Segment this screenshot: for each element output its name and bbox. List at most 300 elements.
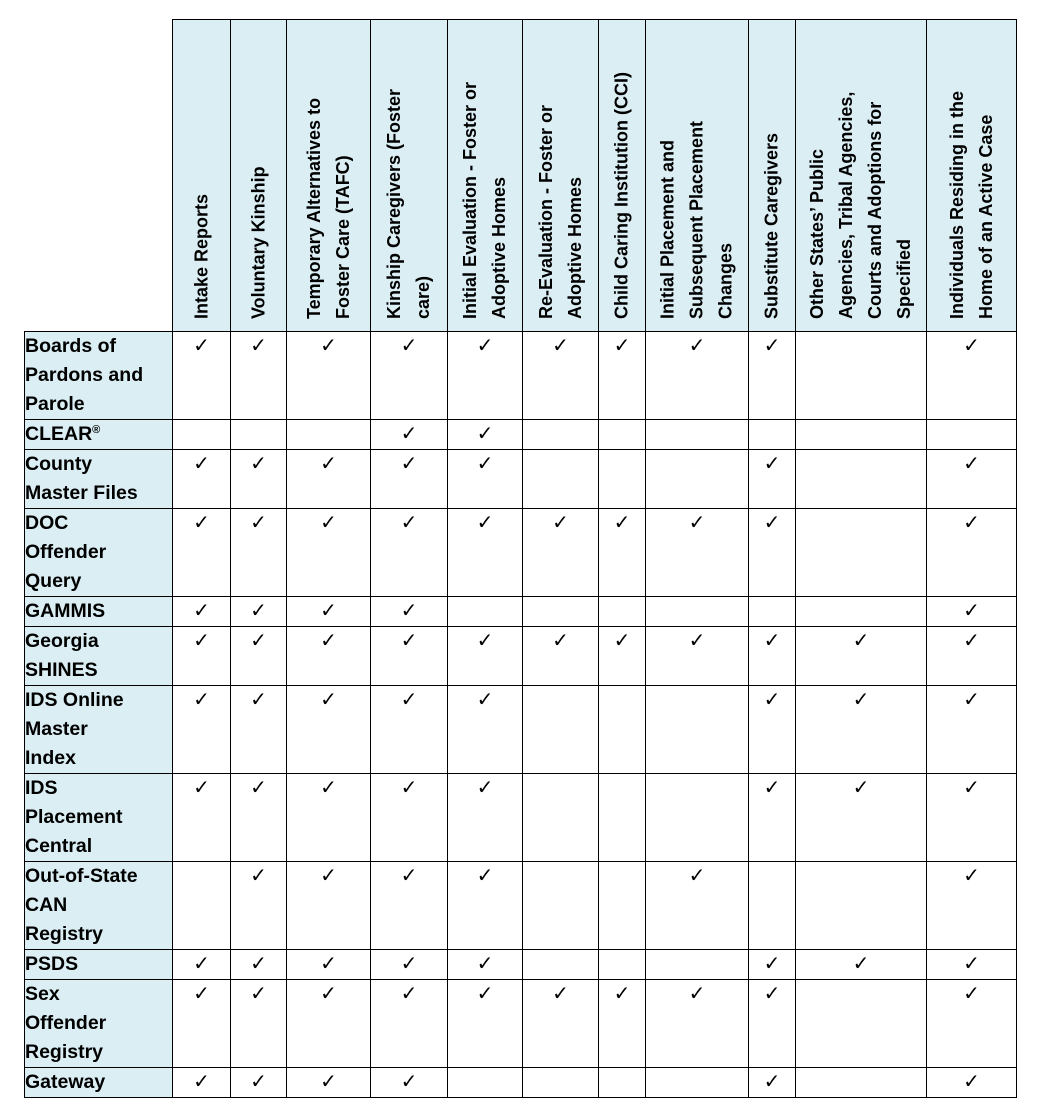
table-cell [523, 686, 599, 774]
table-cell [371, 420, 448, 450]
column-header-label [532, 105, 590, 319]
table-cell [448, 862, 523, 950]
table-cell [749, 420, 796, 450]
table-cell [523, 420, 599, 450]
table-cell [646, 862, 749, 950]
table-cell [927, 509, 1017, 597]
column-header-line: Initial Evaluation - Foster or [460, 81, 480, 319]
row-header-line: Placement [25, 806, 123, 828]
row-header-line: Offender [25, 541, 107, 563]
checkmark-icon: ✓ [250, 689, 267, 711]
table-cell [523, 509, 599, 597]
row-header-line: IDS [25, 777, 58, 799]
table-cell [927, 980, 1017, 1068]
table-row [25, 509, 1017, 597]
table-cell [749, 686, 796, 774]
table-cell [231, 1068, 287, 1098]
checkmark-icon: ✓ [763, 689, 781, 711]
checkmark-icon: ✓ [688, 983, 706, 1005]
table-cell [796, 332, 927, 420]
checkmark-icon: ✓ [688, 630, 706, 652]
checkmark-icon: ✓ [852, 777, 870, 799]
table-cell [646, 950, 749, 980]
column-header-line: care) [413, 275, 433, 319]
table-cell [371, 332, 448, 420]
checkmark-icon: ✓ [688, 865, 706, 887]
row-header-line: PSDS [25, 953, 79, 975]
column-header-label [300, 98, 358, 319]
table-cell [646, 597, 749, 627]
table-cell [796, 950, 927, 980]
table-cell [749, 980, 796, 1068]
checkmark-icon: ✓ [400, 865, 418, 887]
column-header [646, 20, 749, 332]
checkmark-icon: ✓ [193, 777, 210, 799]
table-cell [287, 774, 371, 862]
row-header-line: Index [25, 747, 76, 769]
checkmark-icon: ✓ [320, 512, 337, 534]
column-header [523, 20, 599, 332]
checkmark-icon: ✓ [963, 600, 980, 622]
checkmark-icon: ✓ [250, 983, 267, 1005]
table-cell [371, 980, 448, 1068]
table-cell [796, 686, 927, 774]
checkmark-icon: ✓ [763, 953, 781, 975]
checkmark-icon: ✓ [400, 453, 418, 475]
table-cell [646, 1068, 749, 1098]
column-header-line: Home of an Active Case [975, 114, 996, 319]
table-cell [646, 686, 749, 774]
table-cell [927, 332, 1017, 420]
table-cell [371, 862, 448, 950]
table-row [25, 627, 1017, 686]
row-header [25, 950, 173, 980]
table-cell [796, 597, 927, 627]
table-cell [927, 420, 1017, 450]
checkmark-icon: ✓ [763, 512, 781, 534]
table-cell [231, 686, 287, 774]
column-header [448, 20, 523, 332]
table-cell [927, 774, 1017, 862]
table-cell [796, 980, 927, 1068]
column-header-line: Temporary Alternatives to [303, 97, 324, 319]
table-cell [646, 980, 749, 1068]
column-header-line: Changes [715, 242, 736, 319]
checkmark-icon: ✓ [476, 453, 494, 475]
checkmark-icon: ✓ [763, 1071, 781, 1093]
row-header-line: Boards of [25, 335, 117, 357]
row-header-line: Gateway [25, 1071, 106, 1093]
table-cell [599, 1068, 646, 1098]
checkmark-icon: ✓ [320, 1071, 337, 1093]
row-header [25, 332, 173, 420]
row-header [25, 862, 173, 950]
row-header-line: GAMMIS [25, 600, 106, 622]
checkmark-icon: ✓ [688, 335, 706, 357]
table-cell [448, 950, 523, 980]
table-cell [371, 686, 448, 774]
checkmark-icon: ✓ [250, 630, 267, 652]
checkmark-icon: ✓ [320, 335, 337, 357]
row-header-line: Out-of-State [25, 865, 138, 887]
column-header-label [187, 194, 216, 319]
checkmark-icon: ✓ [963, 777, 980, 799]
column-header [231, 20, 287, 332]
table-cell [371, 450, 448, 509]
checkmark-icon: ✓ [193, 953, 210, 975]
row-header [25, 774, 173, 862]
checkmark-icon: ✓ [963, 865, 980, 887]
table-cell [173, 597, 231, 627]
checkmark-icon: ✓ [193, 689, 210, 711]
table-cell [231, 509, 287, 597]
checkmark-icon: ✓ [613, 512, 631, 534]
column-header [173, 20, 231, 332]
column-header-label [758, 133, 787, 319]
column-header-line: Kinship Caregivers (Foster [384, 88, 404, 319]
table-cell [599, 509, 646, 597]
checkmark-icon: ✓ [963, 453, 980, 475]
table-cell [173, 450, 231, 509]
table-cell [448, 420, 523, 450]
checkmark-icon: ✓ [400, 953, 418, 975]
checkmark-icon: ✓ [852, 953, 870, 975]
checkmark-icon: ✓ [963, 689, 980, 711]
table-cell [599, 950, 646, 980]
table-cell [599, 627, 646, 686]
checkmark-icon: ✓ [193, 512, 210, 534]
column-header-line: Voluntary Kinship [248, 166, 268, 319]
column-header-label [244, 166, 273, 319]
row-header-line: SHINES [25, 659, 98, 681]
checkmark-icon: ✓ [963, 1071, 980, 1093]
checkmark-icon: ✓ [476, 630, 494, 652]
column-header-label [608, 72, 637, 319]
table-cell [173, 1068, 231, 1098]
table-cell [448, 597, 523, 627]
data-table [24, 19, 1017, 1098]
table-cell [523, 980, 599, 1068]
column-header [796, 20, 927, 332]
table-row [25, 774, 1017, 862]
table-cell [231, 450, 287, 509]
checkmark-icon: ✓ [552, 630, 569, 652]
checkmark-icon: ✓ [613, 630, 631, 652]
table-cell [927, 686, 1017, 774]
checkmark-icon: ✓ [250, 777, 267, 799]
table-cell [646, 332, 749, 420]
table-cell [749, 332, 796, 420]
header-row [25, 20, 1017, 332]
table-cell [173, 686, 231, 774]
column-header-line: Intake Reports [191, 193, 211, 319]
table-cell [599, 774, 646, 862]
table-cell [287, 980, 371, 1068]
checkmark-icon: ✓ [400, 777, 418, 799]
table-row [25, 862, 1017, 950]
table-cell [599, 686, 646, 774]
row-header-line: Registry [25, 1041, 104, 1063]
checkmark-icon: ✓ [688, 512, 706, 534]
checkmark-icon: ✓ [320, 865, 337, 887]
checkmark-icon: ✓ [400, 983, 418, 1005]
row-header-line: Master Files [25, 482, 138, 504]
table-cell [523, 862, 599, 950]
table-cell [371, 774, 448, 862]
checkmark-icon: ✓ [963, 335, 980, 357]
table-cell [173, 627, 231, 686]
checkmark-icon: ✓ [250, 600, 267, 622]
checkmark-icon: ✓ [476, 983, 494, 1005]
table-cell [371, 950, 448, 980]
table-cell [927, 862, 1017, 950]
table-cell [448, 509, 523, 597]
checkmark-icon: ✓ [250, 335, 267, 357]
checkmark-icon: ✓ [320, 630, 337, 652]
table-cell [448, 686, 523, 774]
checkmark-icon: ✓ [963, 983, 980, 1005]
column-header-line: Substitute Caregivers [761, 132, 782, 319]
row-header [25, 420, 173, 450]
column-header-label [456, 82, 514, 319]
table-cell [287, 420, 371, 450]
column-header-line: Adoptive Homes [564, 176, 585, 319]
table-cell [371, 627, 448, 686]
table-cell [927, 450, 1017, 509]
table-cell [287, 686, 371, 774]
checkmark-icon: ✓ [193, 335, 210, 357]
table-row [25, 1068, 1017, 1098]
table-cell [599, 450, 646, 509]
table-cell [749, 450, 796, 509]
table-cell [448, 627, 523, 686]
checkmark-icon: ✓ [193, 983, 210, 1005]
table-cell [231, 774, 287, 862]
checkmark-icon: ✓ [763, 453, 781, 475]
table-cell [173, 950, 231, 980]
table-body [25, 332, 1017, 1098]
checkmark-icon: ✓ [963, 953, 980, 975]
row-header-line: County [25, 453, 93, 475]
checkmark-icon: ✓ [400, 630, 418, 652]
table-cell [173, 332, 231, 420]
table-row [25, 686, 1017, 774]
column-header-line: Re-Evaluation - Foster or [535, 104, 556, 319]
table-cell [231, 420, 287, 450]
column-header-line: Courts and Adoptions for [865, 101, 885, 319]
table-cell [231, 862, 287, 950]
table-cell [448, 774, 523, 862]
row-header [25, 686, 173, 774]
table-cell [749, 597, 796, 627]
checkmark-icon: ✓ [552, 335, 569, 357]
table-cell [231, 627, 287, 686]
column-header-label [803, 92, 919, 319]
table-cell [749, 774, 796, 862]
checkmark-icon: ✓ [320, 777, 337, 799]
column-header-line: Initial Placement and [657, 139, 678, 319]
table-cell [287, 450, 371, 509]
table-cell [287, 332, 371, 420]
checkmark-icon: ✓ [320, 953, 337, 975]
checkmark-icon: ✓ [250, 953, 267, 975]
column-header-label [380, 89, 438, 319]
table-cell [371, 509, 448, 597]
checkmark-icon: ✓ [320, 689, 337, 711]
checkmark-icon: ✓ [400, 600, 418, 622]
table-cell [523, 597, 599, 627]
table-cell [646, 774, 749, 862]
table-cell [287, 597, 371, 627]
checkmark-icon: ✓ [963, 512, 980, 534]
column-header [927, 20, 1017, 332]
row-header [25, 597, 173, 627]
table-cell [749, 509, 796, 597]
table-cell [646, 450, 749, 509]
table-cell [448, 1068, 523, 1098]
row-header-line: Offender [25, 1012, 107, 1034]
column-header-line: Child Caring Institution (CCI) [611, 72, 632, 319]
column-header-line: Other States’ Public [807, 148, 827, 319]
row-header [25, 980, 173, 1068]
table-cell [231, 950, 287, 980]
row-header-line: Georgia [25, 630, 99, 652]
row-header-line: CLEAR [25, 423, 93, 445]
column-header-label [654, 121, 741, 319]
column-header-line: Adoptive Homes [489, 176, 509, 319]
table-cell [287, 862, 371, 950]
checkmark-icon: ✓ [320, 453, 337, 475]
checkmark-icon: ✓ [476, 335, 494, 357]
checkmark-icon: ✓ [552, 512, 569, 534]
row-header [25, 450, 173, 509]
table-cell [796, 1068, 927, 1098]
table-cell [448, 450, 523, 509]
row-header-line: Central [25, 835, 93, 857]
checkmark-icon: ✓ [852, 689, 870, 711]
column-header-line: Specified [894, 238, 914, 319]
checkmark-icon: ✓ [193, 1071, 210, 1093]
row-header [25, 1068, 173, 1098]
checkmark-icon: ✓ [763, 630, 781, 652]
column-header-line: Agencies, Tribal Agencies, [836, 91, 856, 319]
row-header-line: DOC [25, 512, 69, 534]
checkmark-icon: ✓ [763, 777, 781, 799]
checkmark-icon: ✓ [250, 1071, 267, 1093]
table-row [25, 597, 1017, 627]
table-row [25, 420, 1017, 450]
table-cell [796, 774, 927, 862]
table-cell [371, 597, 448, 627]
checkmark-icon: ✓ [400, 1071, 418, 1093]
table-row [25, 980, 1017, 1068]
table-cell [749, 627, 796, 686]
table-cell [287, 509, 371, 597]
column-header [599, 20, 646, 332]
table-cell [599, 862, 646, 950]
table-cell [287, 1068, 371, 1098]
checkmark-icon: ✓ [193, 600, 210, 622]
row-header-line: Sex [25, 983, 60, 1005]
checkmark-icon: ✓ [400, 335, 418, 357]
row-header-line: Parole [25, 393, 85, 415]
table-cell [231, 332, 287, 420]
table-cell [796, 509, 927, 597]
column-header-line: Individuals Residing in the [946, 90, 967, 319]
table-cell [523, 1068, 599, 1098]
checkmark-icon: ✓ [400, 423, 418, 445]
row-header-line: Registry [25, 923, 104, 945]
checkmark-icon: ✓ [552, 983, 569, 1005]
row-header-line: Pardons and [25, 364, 144, 386]
table-cell [231, 597, 287, 627]
table-cell [448, 332, 523, 420]
checkmark-icon: ✓ [763, 335, 781, 357]
table-cell [523, 627, 599, 686]
row-header-line: Query [25, 570, 82, 592]
table-cell [523, 774, 599, 862]
row-header [25, 509, 173, 597]
checkmark-icon: ✓ [250, 865, 267, 887]
table-cell [927, 627, 1017, 686]
table-cell [646, 509, 749, 597]
checkmark-icon: ✓ [400, 689, 418, 711]
table-cell [796, 627, 927, 686]
table-cell [927, 950, 1017, 980]
table-cell [646, 627, 749, 686]
checkmark-icon: ✓ [852, 630, 870, 652]
row-header-line: CAN [25, 894, 68, 916]
checkmark-icon: ✓ [250, 453, 267, 475]
table-cell [796, 420, 927, 450]
row-header-line: IDS Online [25, 689, 124, 711]
checkmark-icon: ✓ [320, 600, 337, 622]
checkmark-icon: ✓ [476, 689, 494, 711]
table-cell [173, 509, 231, 597]
table-cell [749, 1068, 796, 1098]
table-cell [287, 627, 371, 686]
registered-mark: ® [92, 424, 101, 436]
table-cell [523, 450, 599, 509]
corner-cell [25, 20, 173, 332]
checkmark-icon: ✓ [400, 512, 418, 534]
column-header-label [943, 91, 1001, 319]
column-header [371, 20, 448, 332]
checkmark-icon: ✓ [193, 453, 210, 475]
table-cell [448, 980, 523, 1068]
table-cell [927, 597, 1017, 627]
table-cell [749, 862, 796, 950]
table-row [25, 450, 1017, 509]
table-cell [599, 597, 646, 627]
table-cell [796, 862, 927, 950]
table-cell [599, 980, 646, 1068]
checkmark-icon: ✓ [476, 512, 494, 534]
table-cell [523, 950, 599, 980]
checkmark-icon: ✓ [476, 953, 494, 975]
checkmark-icon: ✓ [763, 983, 781, 1005]
table-cell [287, 950, 371, 980]
row-header-line: Master [25, 718, 88, 740]
checkmark-icon: ✓ [320, 983, 337, 1005]
checkmark-icon: ✓ [476, 423, 494, 445]
table-cell [599, 332, 646, 420]
column-header-line: Subsequent Placement [686, 120, 707, 319]
table-row [25, 950, 1017, 980]
checkmark-icon: ✓ [963, 630, 980, 652]
table-row [25, 332, 1017, 420]
checkmark-icon: ✓ [250, 512, 267, 534]
